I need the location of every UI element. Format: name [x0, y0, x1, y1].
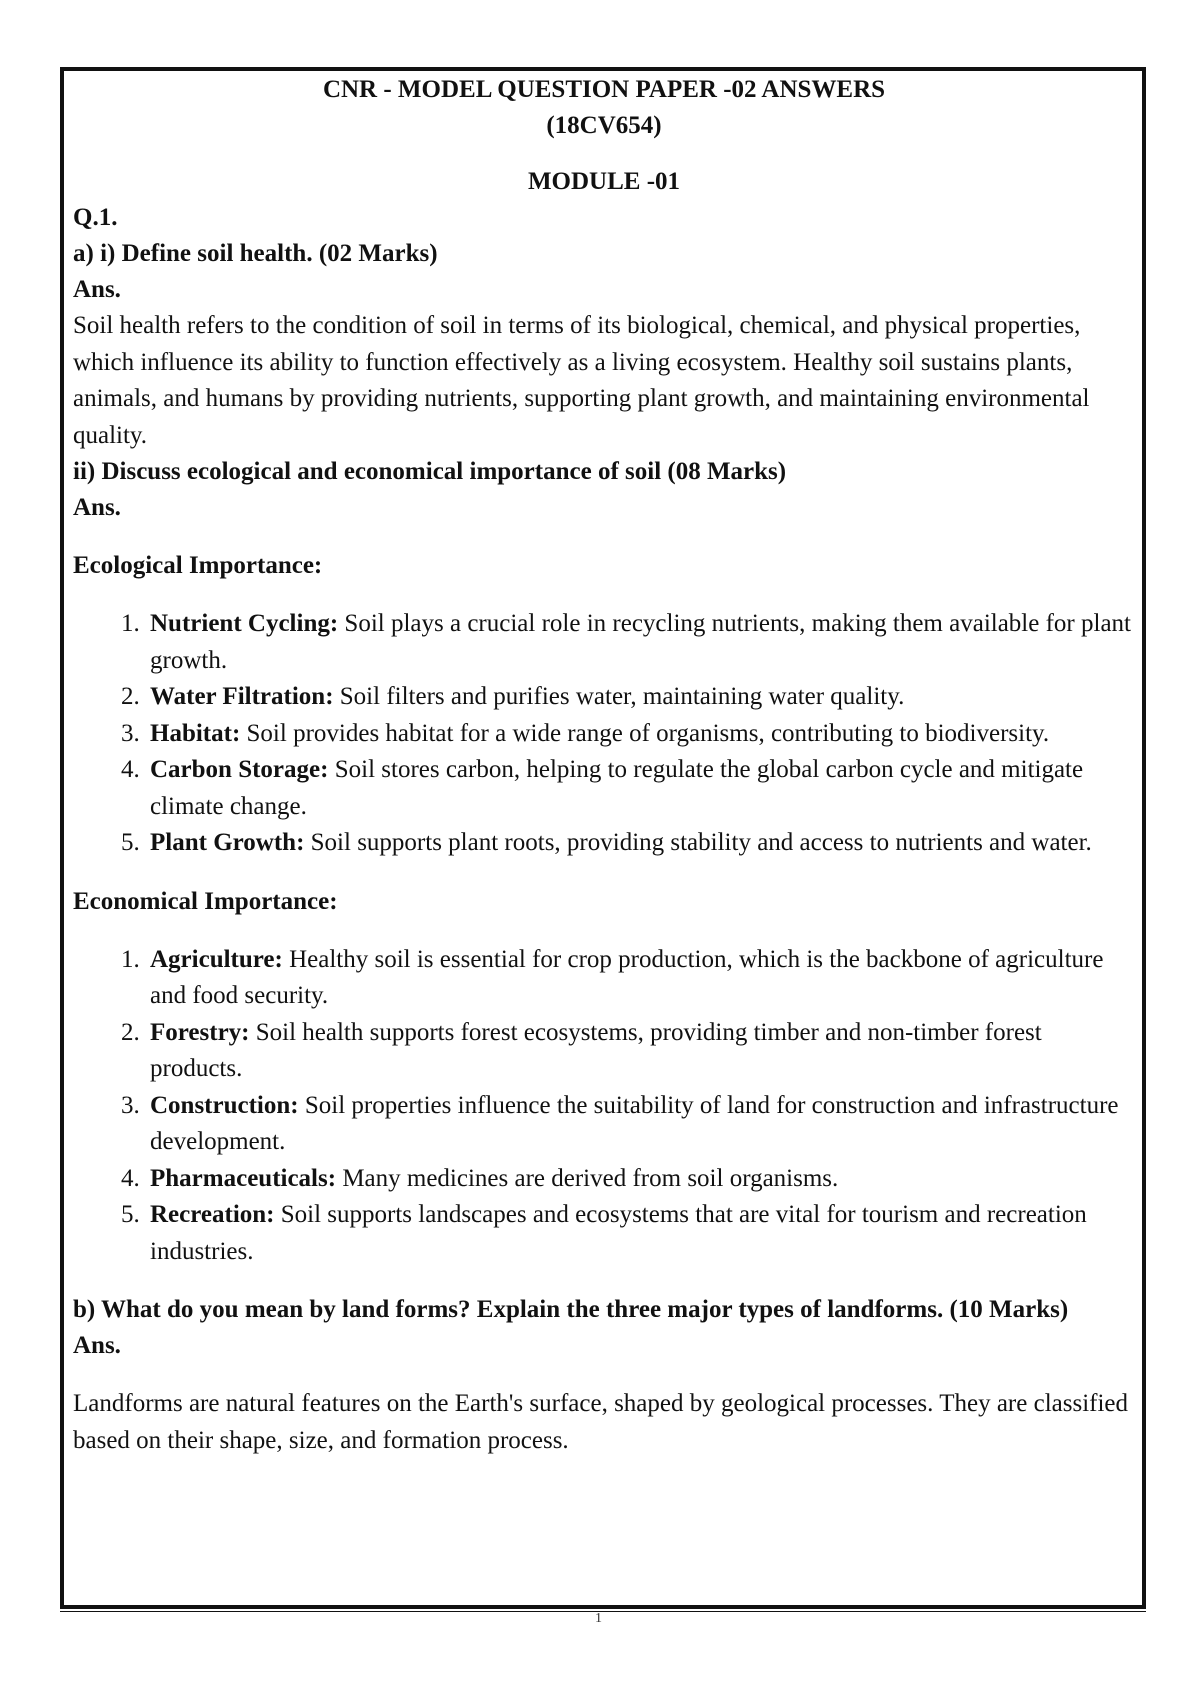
question-a-i: a) i) Define soil health. (02 Marks) — [73, 240, 438, 267]
list-item: 4. Carbon Storage: Soil stores carbon, helping to regulate the global carbon cycle and mitigate climate change. — [146, 752, 1135, 825]
document-body — [73, 72, 1135, 1459]
list-item: 4. Pharmaceuticals: Many medicines are derived from soil organisms. — [146, 1161, 1135, 1198]
list-item: 1. Nutrient Cycling: Soil plays a crucial role in recycling nutrients, making them available for plant growth. — [146, 606, 1135, 679]
paper-title: CNR - MODEL QUESTION PAPER -02 ANSWERS — [322, 76, 886, 103]
list-item: 2. Forestry: Soil health supports forest ecosystems, providing timber and non-timber forest products. — [146, 1015, 1135, 1088]
question-b: b) What do you mean by land forms? Explain the three major types of landforms. (10 Marks) — [73, 1296, 1069, 1323]
question-number: Q.1. — [73, 204, 118, 231]
module-heading: MODULE -01 — [527, 168, 681, 195]
answer-b: Landforms are natural features on the Earth's surface, shaped by geological processes. They are classified based on their shape, size, and formation process. — [73, 1390, 1129, 1454]
list-item: 2. Water Filtration: Soil filters and purifies water, maintaining water quality. — [146, 679, 1135, 716]
answer-label: Ans. — [73, 276, 121, 303]
economical-list — [73, 942, 1135, 1271]
list-item: 1. Agriculture: Healthy soil is essential for crop production, which is the backbone of agriculture and food security. — [146, 942, 1135, 1015]
economical-heading: Economical Importance: — [73, 887, 338, 915]
ecological-list — [73, 606, 1135, 862]
page-number: 1 — [595, 1611, 602, 1626]
answer-a-i: Soil health refers to the condition of soil in terms of its biological, chemical, and physical properties, which influence its ability to function effectively as a living ecosystem. Healthy soil sustains plants, animals, and humans by providing nutrients, supporting plant growth, and maintaining environmental quality. — [73, 312, 1090, 449]
answer-label: Ans. — [73, 494, 121, 521]
list-item: 5. Recreation: Soil supports landscapes and ecosystems that are vital for tourism and recreation industries. — [146, 1197, 1135, 1270]
answer-label: Ans. — [73, 1332, 121, 1359]
bottom-rule — [60, 1611, 1146, 1612]
list-item: 3. Construction: Soil properties influence the suitability of land for construction and infrastructure development. — [146, 1088, 1135, 1161]
ecological-heading: Ecological Importance: — [73, 552, 323, 579]
list-item: 3. Habitat: Soil provides habitat for a wide range of organisms, contributing to biodiversity. — [146, 716, 1135, 753]
course-code: (18CV654) — [546, 112, 662, 139]
question-a-ii: ii) Discuss ecological and economical importance of soil (08 Marks) — [73, 458, 787, 485]
list-item: 5. Plant Growth: Soil supports plant roots, providing stability and access to nutrients and water. — [146, 825, 1135, 862]
